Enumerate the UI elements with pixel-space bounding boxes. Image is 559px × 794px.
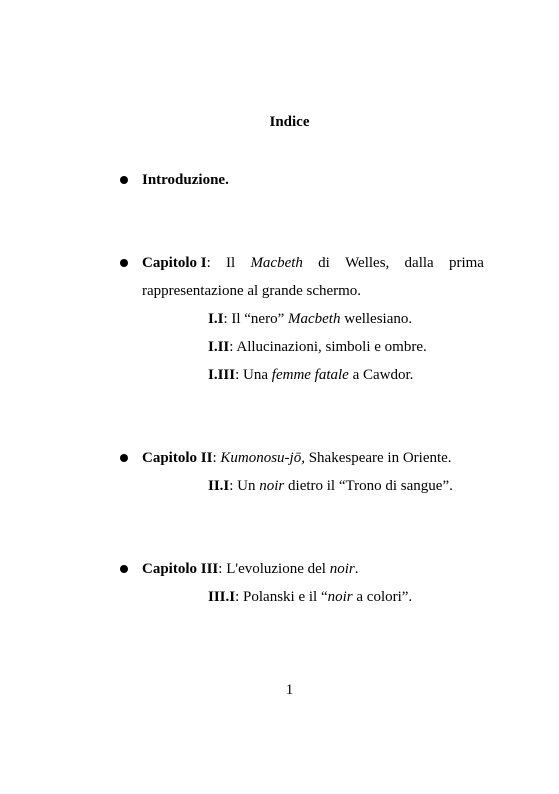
toc-section-2-1[interactable]: [208, 477, 453, 495]
toc-intro[interactable]: Introduzione.: [142, 172, 229, 188]
toc-section-1-2[interactable]: [208, 338, 427, 356]
toc-section-3-1[interactable]: [208, 588, 412, 606]
chapter-title: : L'evoluzione del: [218, 561, 330, 577]
toc-section-1-1[interactable]: [208, 310, 412, 328]
section-text-italic: femme fatale: [271, 367, 349, 383]
section-text: a colori”.: [352, 589, 413, 605]
section-number: I.II: [208, 339, 230, 355]
toc-chapter-1-line-2: rappresentazione al grande schermo.: [142, 283, 362, 299]
section-text: : Il “nero”: [223, 311, 288, 327]
toc-chapter-3[interactable]: [142, 560, 358, 578]
toc-chapter-1-line-1[interactable]: Capitolo I: Il Macbeth di Welles, dalla prima: [142, 255, 484, 271]
chapter-title: Shakespeare in Oriente.: [304, 450, 452, 466]
bullet-icon: [120, 259, 128, 267]
chapter-2-label: Capitolo II: [142, 450, 213, 466]
word: dalla: [404, 255, 434, 271]
toc-section-1-3[interactable]: [208, 366, 413, 384]
section-text-italic: noir: [327, 589, 353, 605]
section-text-italic: Macbeth: [288, 311, 341, 327]
section-text: wellesiano.: [340, 311, 413, 327]
word: Welles,: [345, 255, 390, 271]
section-text: a Cawdor.: [348, 367, 414, 383]
page-title: Indice: [269, 114, 310, 130]
section-number: I.I: [208, 311, 224, 327]
word: Il: [226, 255, 236, 271]
section-number: III.I: [208, 589, 236, 605]
section-number: II.I: [208, 478, 230, 494]
section-text: : Una: [235, 367, 272, 383]
bullet-icon: [120, 176, 128, 184]
chapter-3-label: Capitolo III: [142, 561, 219, 577]
word: prima: [448, 255, 484, 271]
bullet-icon: [120, 565, 128, 573]
chapter-title-italic: Kumonosu-jō,: [220, 450, 305, 466]
section-number: I.III: [208, 367, 236, 383]
section-text-italic: noir: [259, 478, 285, 494]
section-text: : Allucinazioni, simboli e ombre.: [229, 339, 427, 355]
section-text: : Un: [229, 478, 260, 494]
toc-chapter-2[interactable]: [142, 449, 452, 467]
section-text: : Polanski e il “: [235, 589, 328, 605]
word: Macbeth: [250, 255, 303, 271]
chapter-1-label: Capitolo I: [142, 255, 207, 271]
word: di: [318, 255, 330, 271]
section-text: dietro il “Trono di sangue”.: [284, 478, 453, 494]
page-number: 1: [285, 682, 294, 698]
bullet-icon: [120, 454, 128, 462]
separator: :: [212, 450, 221, 466]
chapter-title: .: [354, 561, 359, 577]
chapter-title-italic: noir: [329, 561, 355, 577]
